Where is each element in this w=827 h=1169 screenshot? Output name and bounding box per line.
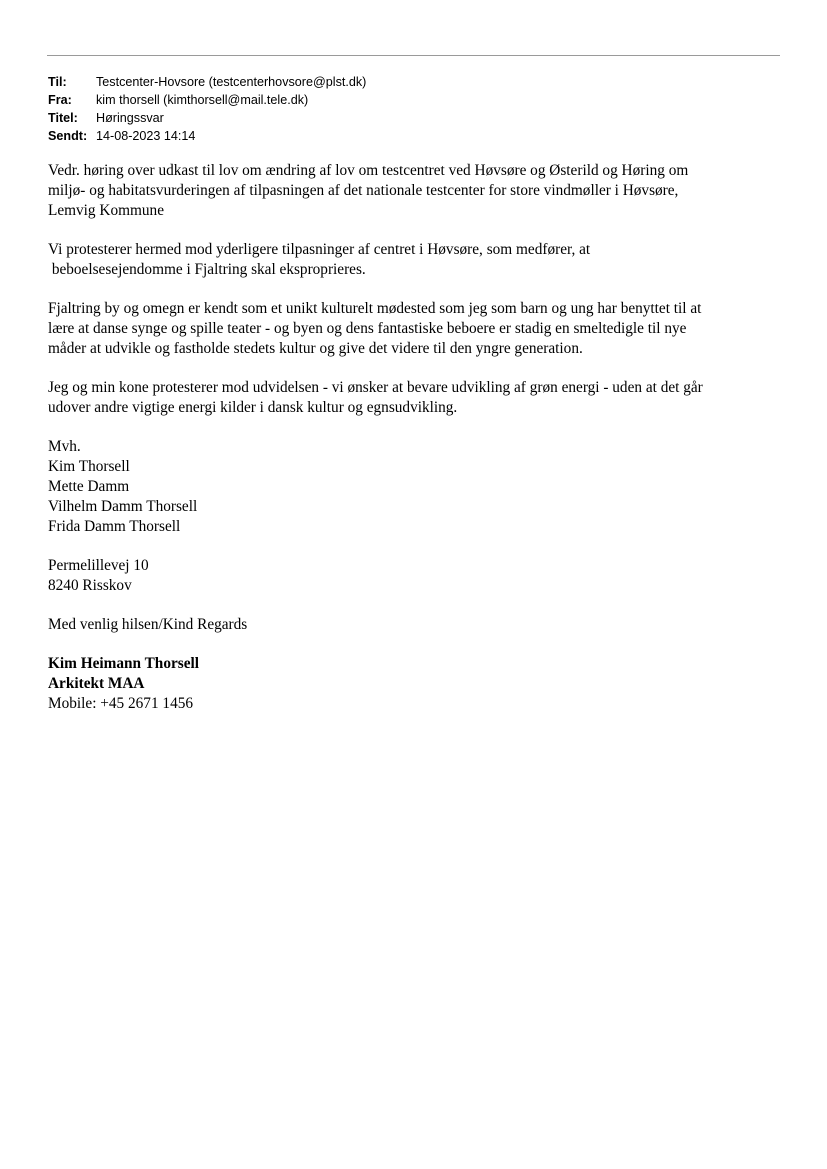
body-line: Jeg og min kone protesterer mod udvidelsen - vi ønsker at bevare udvikling af grøn energi - uden at det går <box>48 379 703 396</box>
signature-mobile: Mobile: +45 2671 1456 <box>48 695 194 712</box>
protest-paragraph <box>48 240 788 280</box>
body-line: Lemvig Kommune <box>48 202 164 219</box>
to-label: Til: <box>48 75 67 89</box>
body-line: måder at udvikle og fastholde stedets kultur og give det videre til den yngre generation. <box>48 340 583 357</box>
address-city: 8240 Risskov <box>48 577 132 594</box>
email-body <box>48 161 788 733</box>
header-to-row <box>48 73 366 91</box>
body-line: Vedr. høring over udkast til lov om ændring af lov om testcentret ved Høvsøre og Østerild og Høring om <box>48 162 689 179</box>
body-line: udover andre vigtige energi kilder i dansk kultur og egnsudvikling. <box>48 399 458 416</box>
culture-paragraph <box>48 299 788 359</box>
signer-name: Frida Damm Thorsell <box>48 518 181 535</box>
energy-paragraph <box>48 378 788 418</box>
body-line: Vi protesterer hermed mod yderligere tilpasninger af centret i Høvsøre, som medfører, at <box>48 241 591 258</box>
address-street: Permelillevej 10 <box>48 557 149 574</box>
to-value: Testcenter-Hovsore (testcenterhovsore@plst.dk) <box>96 75 367 89</box>
signer-name: Vilhelm Damm Thorsell <box>48 498 198 515</box>
address-paragraph <box>48 556 788 596</box>
signature-block <box>48 654 788 714</box>
sent-value: 14-08-2023 14:14 <box>96 129 196 143</box>
body-line: lære at danse synge og spille teater - og byen og dens fantastiske beboere er stadig en smeltedigle til nye <box>48 320 687 337</box>
closing-paragraph <box>48 437 788 537</box>
header-title-row <box>48 109 366 127</box>
body-line: Fjaltring by og omegn er kendt som et unikt kulturelt mødested som jeg som barn og ung har benyttet til at <box>48 300 702 317</box>
title-value: Høringssvar <box>96 111 164 125</box>
email-header <box>48 73 366 145</box>
sent-label: Sendt: <box>48 129 88 143</box>
header-from-row <box>48 91 366 109</box>
regards-text: Med venlig hilsen/Kind Regards <box>48 616 248 633</box>
subject-paragraph <box>48 161 788 221</box>
title-label: Titel: <box>48 111 78 125</box>
closing-text: Mvh. <box>48 438 81 455</box>
signer-name: Kim Thorsell <box>48 458 130 475</box>
header-divider <box>47 55 780 56</box>
regards-paragraph <box>48 615 788 635</box>
signature-name: Kim Heimann Thorsell <box>48 655 199 672</box>
from-value: kim thorsell (kimthorsell@mail.tele.dk) <box>96 93 309 107</box>
body-line: miljø- og habitatsvurderingen af tilpasningen af det nationale testcenter for store vindmøller i Høvsøre, <box>48 182 679 199</box>
header-sent-row <box>48 127 366 145</box>
body-line: beboelsesejendomme i Fjaltring skal eksproprieres. <box>48 261 366 278</box>
signer-name: Mette Damm <box>48 478 130 495</box>
from-label: Fra: <box>48 93 72 107</box>
signature-title: Arkitekt MAA <box>48 675 145 692</box>
